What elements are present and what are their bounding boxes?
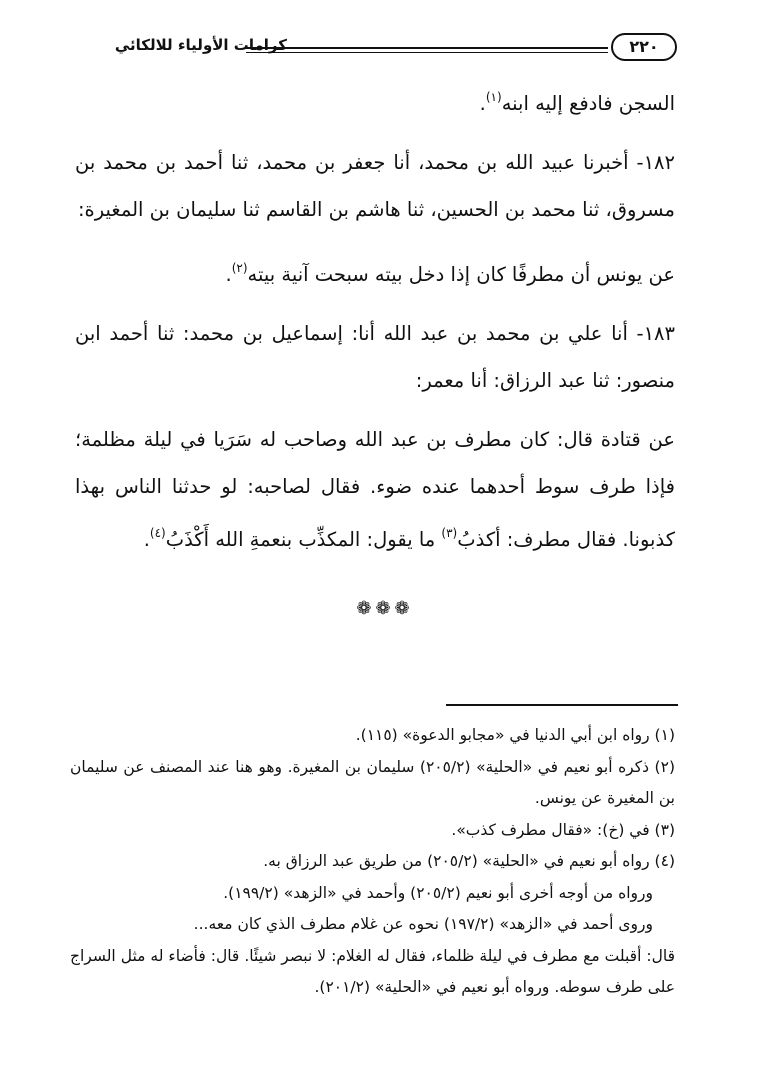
narration-182-chain: ١٨٢- أخبرنا عبيد الله بن محمد، أنا جعفر بن محمد، ثنا أحمد بن محمد بن مسروق، ثنا محمد بن الحسين، ثنا هاشم بن القاسم ثنا سليمان بن المغيرة: [75,151,675,221]
footnote-2: (٢) ذكره أبو نعيم في «الحلية» (٢٠٥/٢) سليمان بن المغيرة. وهو هنا عند المصنف عن سليمان بن المغيرة عن يونس. [70,757,675,807]
header-rule [246,47,608,53]
opening-line [75,74,675,127]
footnote-ref-4: (٤) [149,526,166,540]
opening-text: السجن فادفع إليه ابنه [501,92,675,115]
narration-182-matn: عن يونس أن مطرفًا كان إذا دخل بيته سبحت آنية بيته [247,263,675,286]
narration-182-text [75,245,675,298]
footnote-ref-2: (٢) [231,261,248,275]
footnote-ref-3: (٣) [441,526,458,540]
narration-183-chain: ١٨٣- أنا علي بن محمد بن عبد الله أنا: إسماعيل بن محمد: ثنا أحمد ابن منصور: ثنا عبد الرزاق: أنا معمر: [75,322,675,392]
narration-183-text [75,416,675,563]
footnotes [70,720,675,1004]
section-separator: ❁❁❁ [356,598,414,619]
narration-183-matn-2: ما يقول: المكذِّب بنعمةِ الله أَكْذَبُ [165,528,442,551]
footnote-1: (١) رواه ابن أبي الدنيا في «مجابو الدعوة» (١١٥). [355,726,675,744]
footnote-rule [446,704,678,706]
main-text [75,74,675,575]
running-title: كرامات الأولياء للالكائي [114,36,287,54]
page-number: ٢٢٠ [611,33,677,61]
footnote-4: (٤) رواه أبو نعيم في «الحلية» (٢٠٥/٢) من طريق عبد الرزاق به. [263,852,675,870]
footnote-4-continuation-3: قال: أقبلت مع مطرف في ليلة ظلماء، فقال له الغلام: لا نبصر شيئًا. قال: فأضاء له مثل السراج على طرف سوطه. ورواه أبو نعيم في «الحلية» (٢٠١/٢). [70,946,675,996]
narration-183-matn-1: عن قتادة قال: كان مطرف بن عبد الله وصاحب له سَرَيا في ليلة مظلمة؛ فإذا طرف سوط أحدهما عنده ضوء. فقال لصاحبه: لو حدثنا الناس بهذا كذبونا. فقال مطرف: أكذبُ [75,428,675,551]
opening-end: . [479,92,486,115]
footnote-4-continuation-2: وروى أحمد في «الزهد» (١٩٧/٢) نحوه عن غلام مطرف الذي كان معه... [193,915,653,933]
narration-182-end: . [225,263,232,286]
footnote-4-continuation: ورواه من أوجه أخرى أبو نعيم (٢٠٥/٢) وأحمد في «الزهد» (١٩٩/٢). [223,883,653,902]
footnote-3: (٣) في (خ): «فقال مطرف كذب». [451,820,675,839]
footnote-ref-1: (١) [485,90,502,104]
narration-183-end: . [143,528,150,551]
